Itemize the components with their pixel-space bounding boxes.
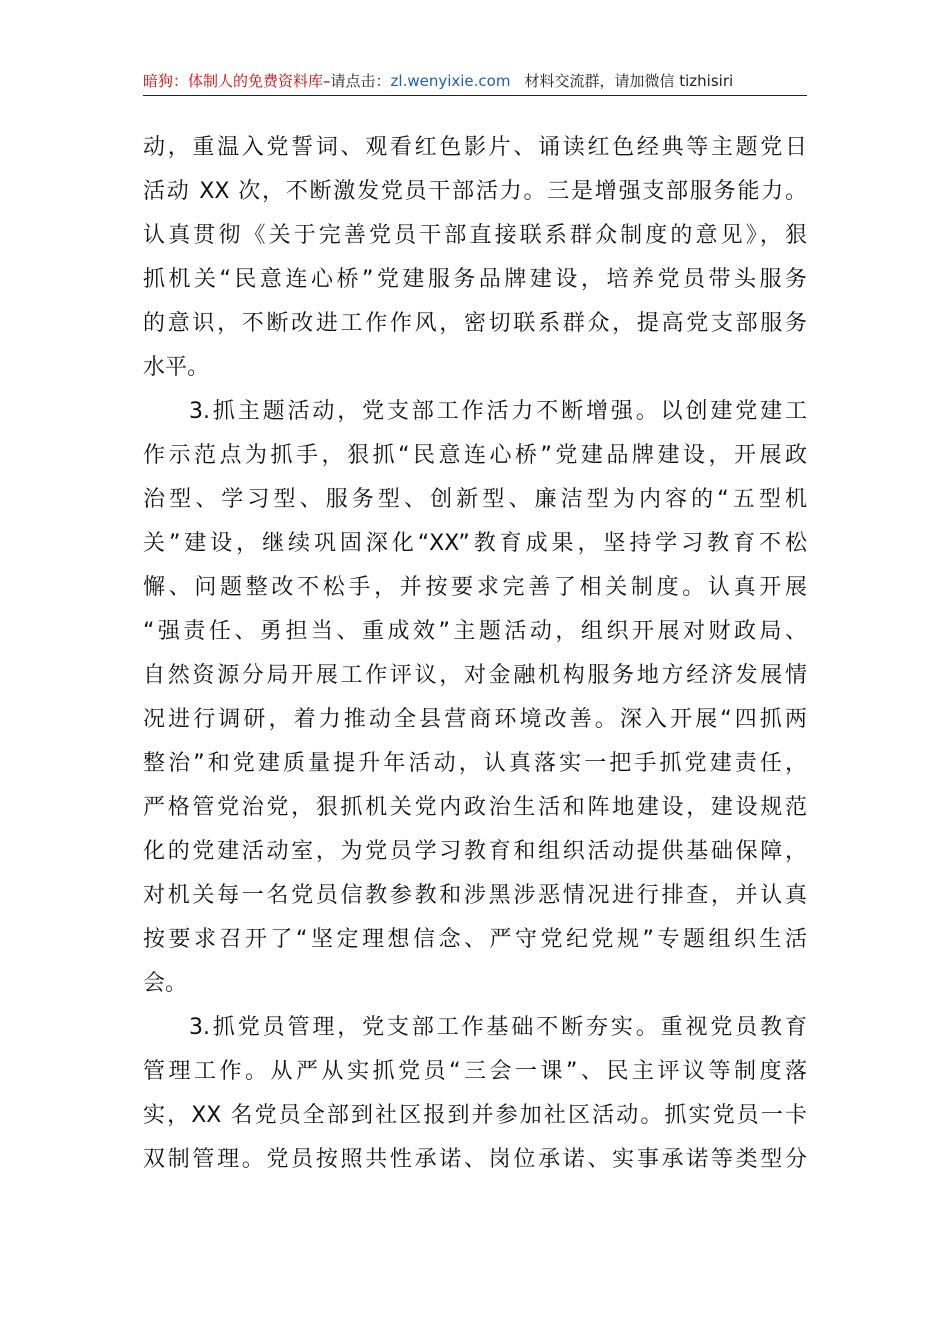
text-line: 活动 XX 次，不断激发党员干部活力。三是增强支部服务能力。 xyxy=(143,179,807,204)
text-line: 认真贯彻《关于完善党员干部直接联系群众制度的意见》，狠 xyxy=(143,223,807,248)
text-line: 化的党建活动室，为党员学习教育和组织活动提供基础保障， xyxy=(143,839,807,864)
header-click-prompt: –请点击： xyxy=(323,72,391,90)
header-source-name: 暗狗：体制人的免费资料库 xyxy=(143,72,324,90)
text-line: 的意识，不断改进工作作风，密切联系群众，提高党支部服务 xyxy=(143,311,807,336)
document-body xyxy=(143,126,807,1182)
text-line: 按要求召开了“坚定理想信念、严守党纪党规”专题组织生活 xyxy=(143,927,807,952)
header-wechat-note: 材料交流群，请加微信 tizhisiri xyxy=(524,72,734,90)
text-line: 动，重温入党誓词、观看红色影片、诵读红色经典等主题党日 xyxy=(143,135,807,160)
paragraph-end-line: 会。 xyxy=(143,971,188,996)
text-line: 实，XX 名党员全部到社区报到并参加社区活动。抓实党员一卡 xyxy=(143,1103,807,1128)
text-line: 自然资源分局开展工作评议，对金融机构服务地方经济发展情 xyxy=(143,663,807,688)
text-line: 作示范点为抓手，狠抓“民意连心桥”党建品牌建设，开展政 xyxy=(143,443,807,468)
text-line: 治型、学习型、服务型、创新型、廉洁型为内容的“五型机 xyxy=(143,487,807,512)
text-line: 对机关每一名党员信教参教和涉黑涉恶情况进行排查，并认真 xyxy=(143,883,807,908)
header-url-link[interactable]: zl.wenyixie.com xyxy=(390,72,511,90)
text-line: 懈、问题整改不松手，并按要求完善了相关制度。认真开展 xyxy=(143,575,807,600)
text-line: 整治”和党建质量提升年活动，认真落实一把手抓党建责任， xyxy=(143,751,807,776)
text-line: 严格管党治党，狠抓机关党内政治生活和阵地建设，建设规范 xyxy=(143,795,807,820)
text-line: “强责任、勇担当、重成效”主题活动，组织开展对财政局、 xyxy=(143,619,807,644)
text-line: 双制管理。党员按照共性承诺、岗位承诺、实事承诺等类型分 xyxy=(143,1147,807,1172)
text-line: 关”建设，继续巩固深化“XX”教育成果，坚持学习教育不松 xyxy=(143,531,807,556)
paragraph-end-line: 水平。 xyxy=(143,355,210,380)
text-line: 抓机关“民意连心桥”党建服务品牌建设，培养党员带头服务 xyxy=(143,267,807,292)
paragraph-first-line: 3.抓主题活动，党支部工作活力不断增强。以创建党建工 xyxy=(189,399,807,424)
paragraph-first-line: 3.抓党员管理，党支部工作基础不断夯实。重视党员教育 xyxy=(189,1015,807,1040)
document-header xyxy=(143,70,807,96)
text-line: 管理工作。从严从实抓党员“三会一课”、民主评议等制度落 xyxy=(143,1059,807,1084)
text-line: 况进行调研，着力推动全县营商环境改善。深入开展“四抓两 xyxy=(143,707,807,732)
